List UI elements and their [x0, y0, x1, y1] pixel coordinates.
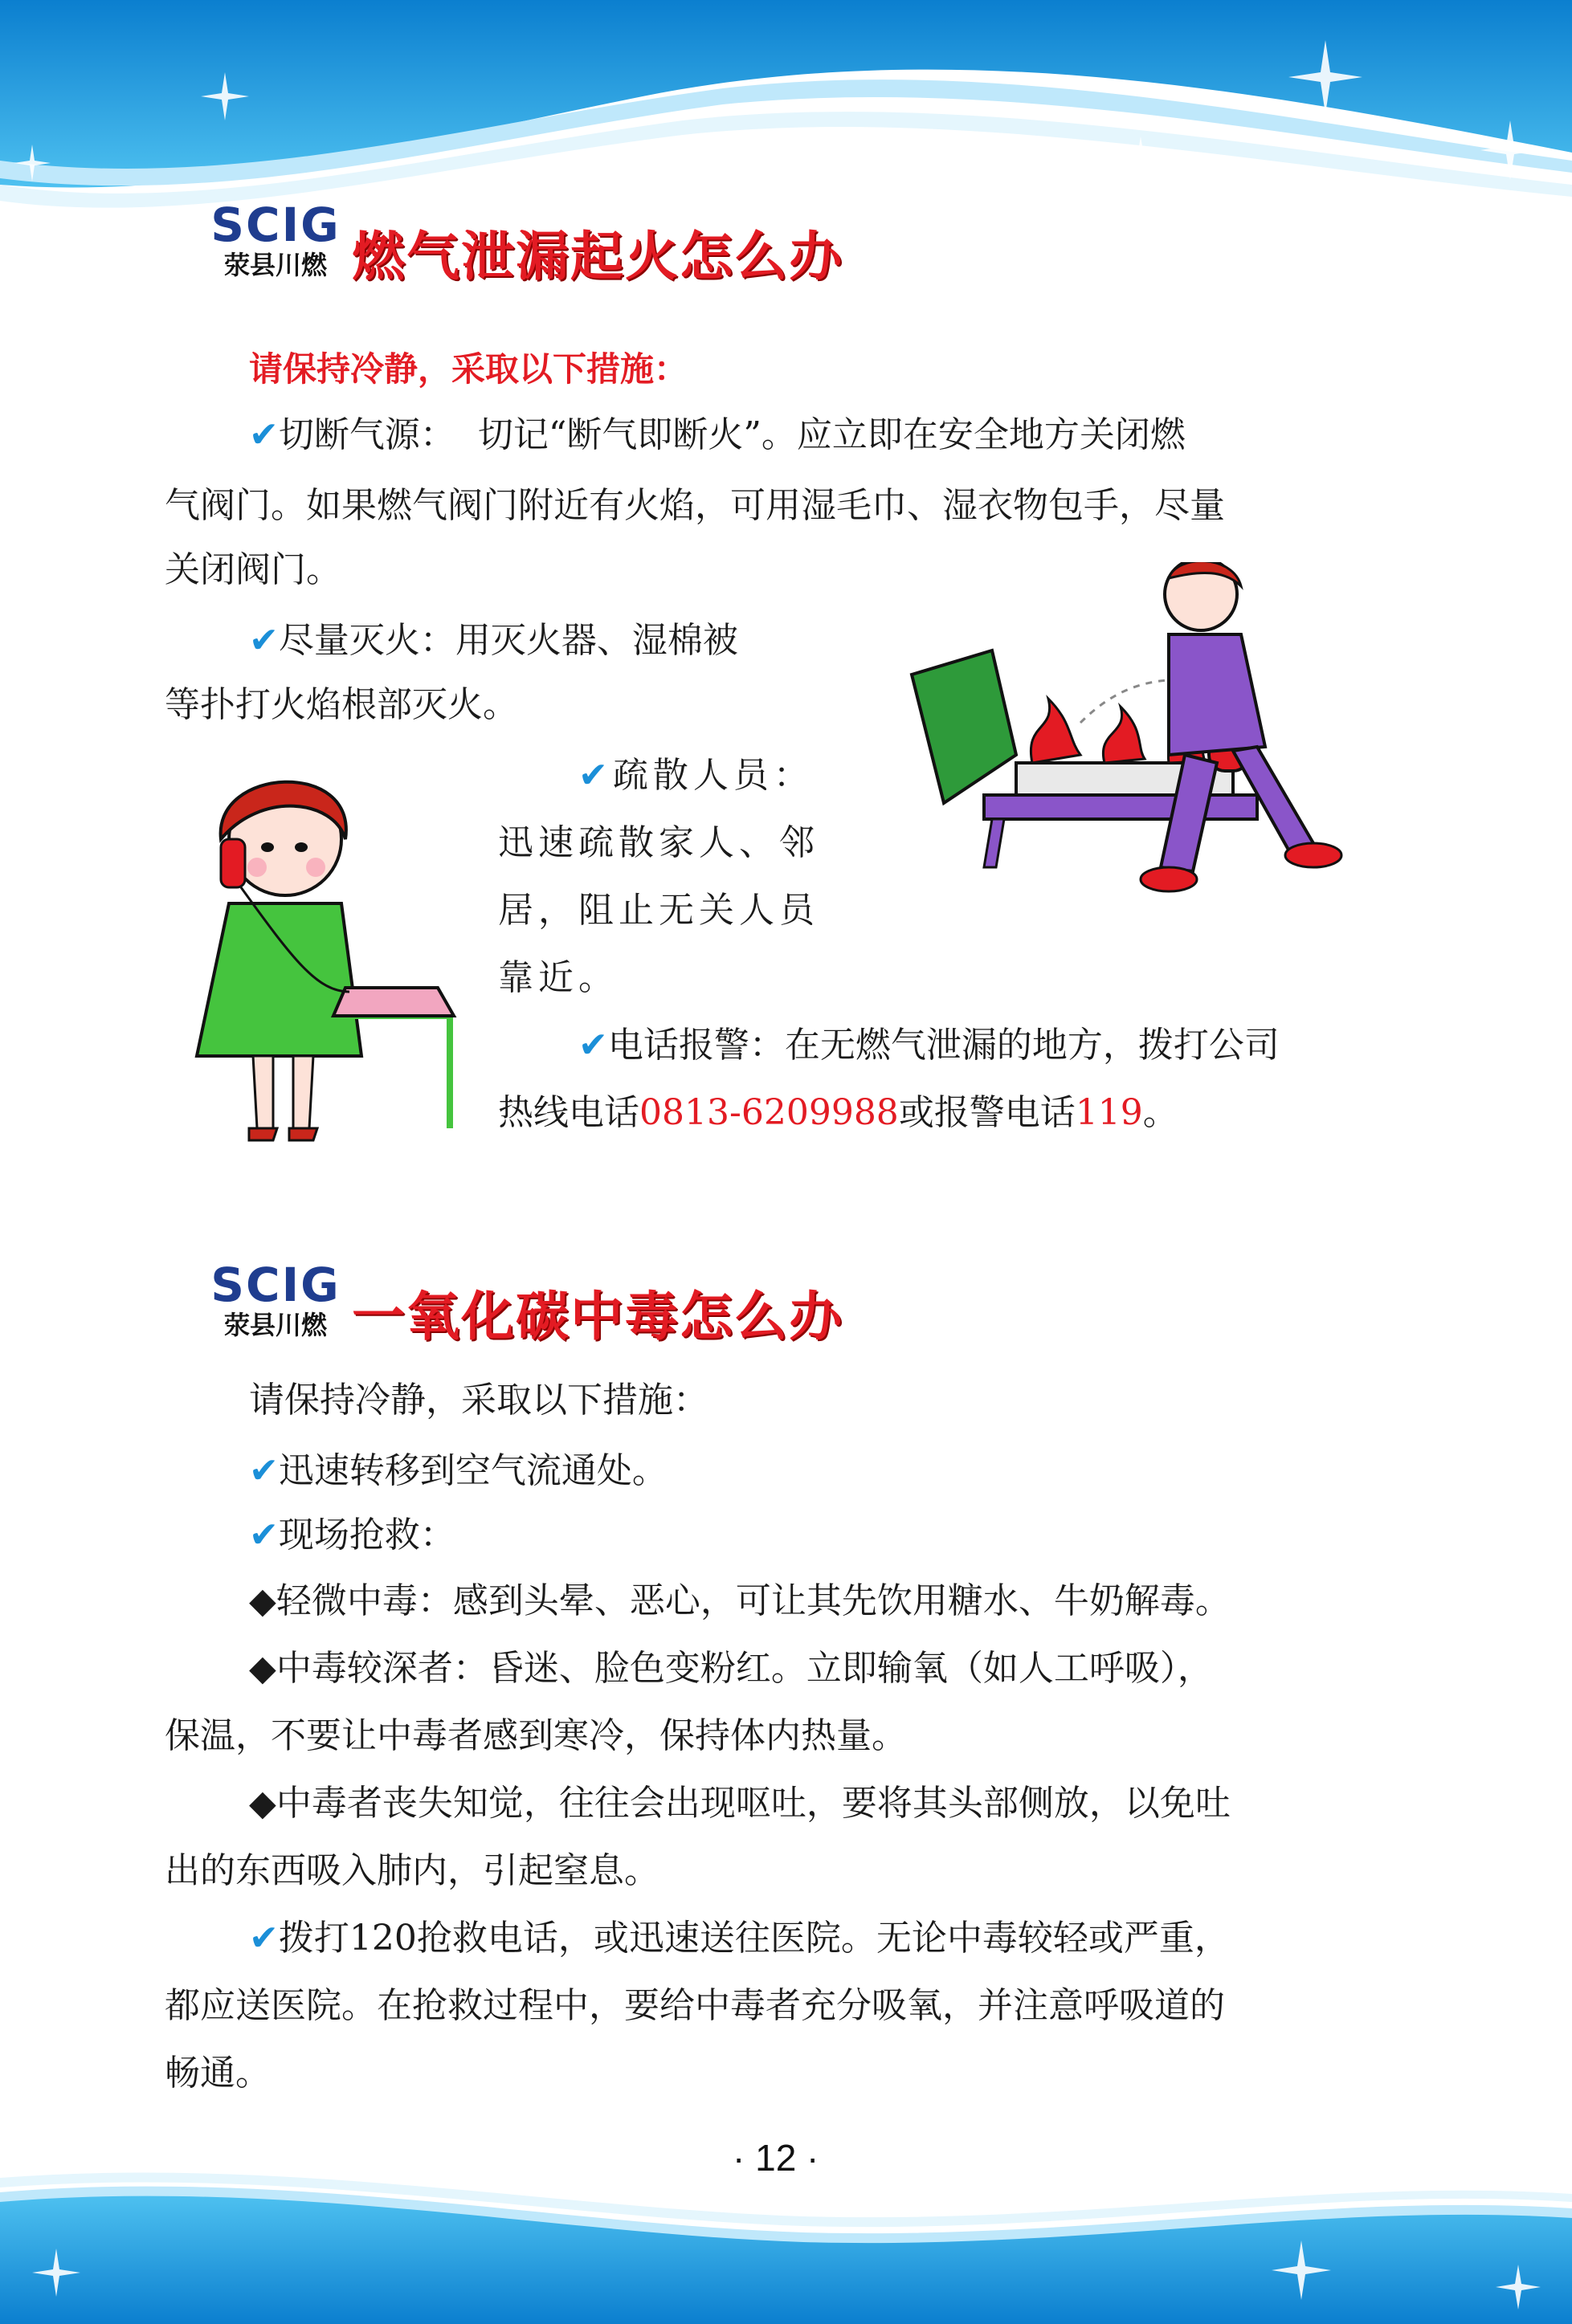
logo-mark-text: SCIG: [210, 1258, 341, 1312]
diamond-bullet-icon: ◆: [249, 1580, 276, 1621]
call-120-line2: 都应送医院。在抢救过程中，要给中毒者充分吸氧，并注意呼吸道的: [165, 1985, 1225, 2026]
evacuate-line1: ✔疏散人员：: [578, 755, 814, 796]
section1-title: 燃气泄漏起火怎么办: [352, 226, 843, 287]
check-icon: ✔: [578, 1025, 608, 1066]
move-fresh-air: ✔迅速转移到空气流通处。: [249, 1450, 668, 1491]
section2-lead: 请保持冷静，采取以下措施：: [249, 1380, 708, 1421]
police-number: 119: [1075, 1092, 1143, 1133]
call-police-line1: ✔电话报警：在无燃气泄漏的地方，拨打公司: [578, 1025, 1280, 1066]
evacuate-line4: 靠近。: [498, 957, 619, 998]
scig-logo: [207, 1258, 344, 1340]
call-120-line1: ✔拨打120抢救电话，或迅速送往医院。无论中毒较轻或严重，: [249, 1918, 1230, 1959]
scig-logo: [207, 198, 344, 280]
call-police-line2: 热线电话0813-6209988或报警电话119。: [498, 1092, 1178, 1133]
unconscious-line2: 出的东西吸入肺内，引起窒息。: [165, 1850, 659, 1891]
check-icon: ✔: [249, 1515, 279, 1555]
evacuate-line2: 迅速疏散家人、邻: [498, 822, 819, 863]
woman-phone-illustration: [173, 751, 462, 1152]
on-site-rescue: ✔现场抢救：: [249, 1515, 455, 1555]
unconscious-line1: ◆中毒者丧失知觉，往往会出现呕吐，要将其头部侧放，以免吐: [249, 1783, 1231, 1824]
extinguish-line2: 等扑打火焰根部灭火。: [165, 684, 518, 725]
deep-poisoning-line1: ◆中毒较深者：昏迷、脸色变粉红。立即输氧（如人工呼吸），: [249, 1648, 1213, 1689]
fire-extinguisher-illustration: [896, 562, 1394, 915]
cut-gas-line1: ✔切断气源： 切记“断气即断火”。应立即在安全地方关闭燃: [249, 414, 1186, 455]
section2-title: 一氧化碳中毒怎么办: [352, 1286, 843, 1348]
diamond-bullet-icon: ◆: [249, 1648, 276, 1689]
mild-poisoning: ◆轻微中毒：感到头晕、恶心，可让其先饮用糖水、牛奶解毒。: [249, 1580, 1231, 1621]
call-120-line3: 畅通。: [165, 2053, 271, 2094]
top-wave-band: [0, 0, 1572, 217]
logo-mark-text: SCIG: [210, 198, 341, 252]
check-icon: ✔: [249, 1918, 279, 1959]
extinguish-line1: ✔尽量灭火：用灭火器、湿棉被: [249, 620, 738, 661]
check-icon: ✔: [249, 1450, 279, 1491]
check-icon: ✔: [249, 414, 279, 455]
logo-sub-text: 荥县川燃: [223, 250, 327, 280]
bottom-wave-band: [0, 2168, 1572, 2324]
deep-poisoning-line2: 保温，不要让中毒者感到寒冷，保持体内热量。: [165, 1715, 907, 1756]
cut-gas-line2: 气阀门。如果燃气阀门附近有火焰，可用湿毛巾、湿衣物包手，尽量: [165, 485, 1225, 526]
hotline-number: 0813-6209988: [639, 1092, 899, 1133]
cut-gas-line3: 关闭阀门。: [165, 549, 341, 590]
page-number: · 12 ·: [733, 2137, 819, 2179]
check-icon: ✔: [578, 755, 613, 796]
section1-lead: 请保持冷静，采取以下措施：: [249, 349, 688, 389]
check-icon: ✔: [249, 620, 279, 661]
logo-sub-text: 荥县川燃: [223, 1310, 327, 1340]
diamond-bullet-icon: ◆: [249, 1783, 276, 1824]
evacuate-line3: 居，阻止无关人员: [498, 890, 819, 931]
